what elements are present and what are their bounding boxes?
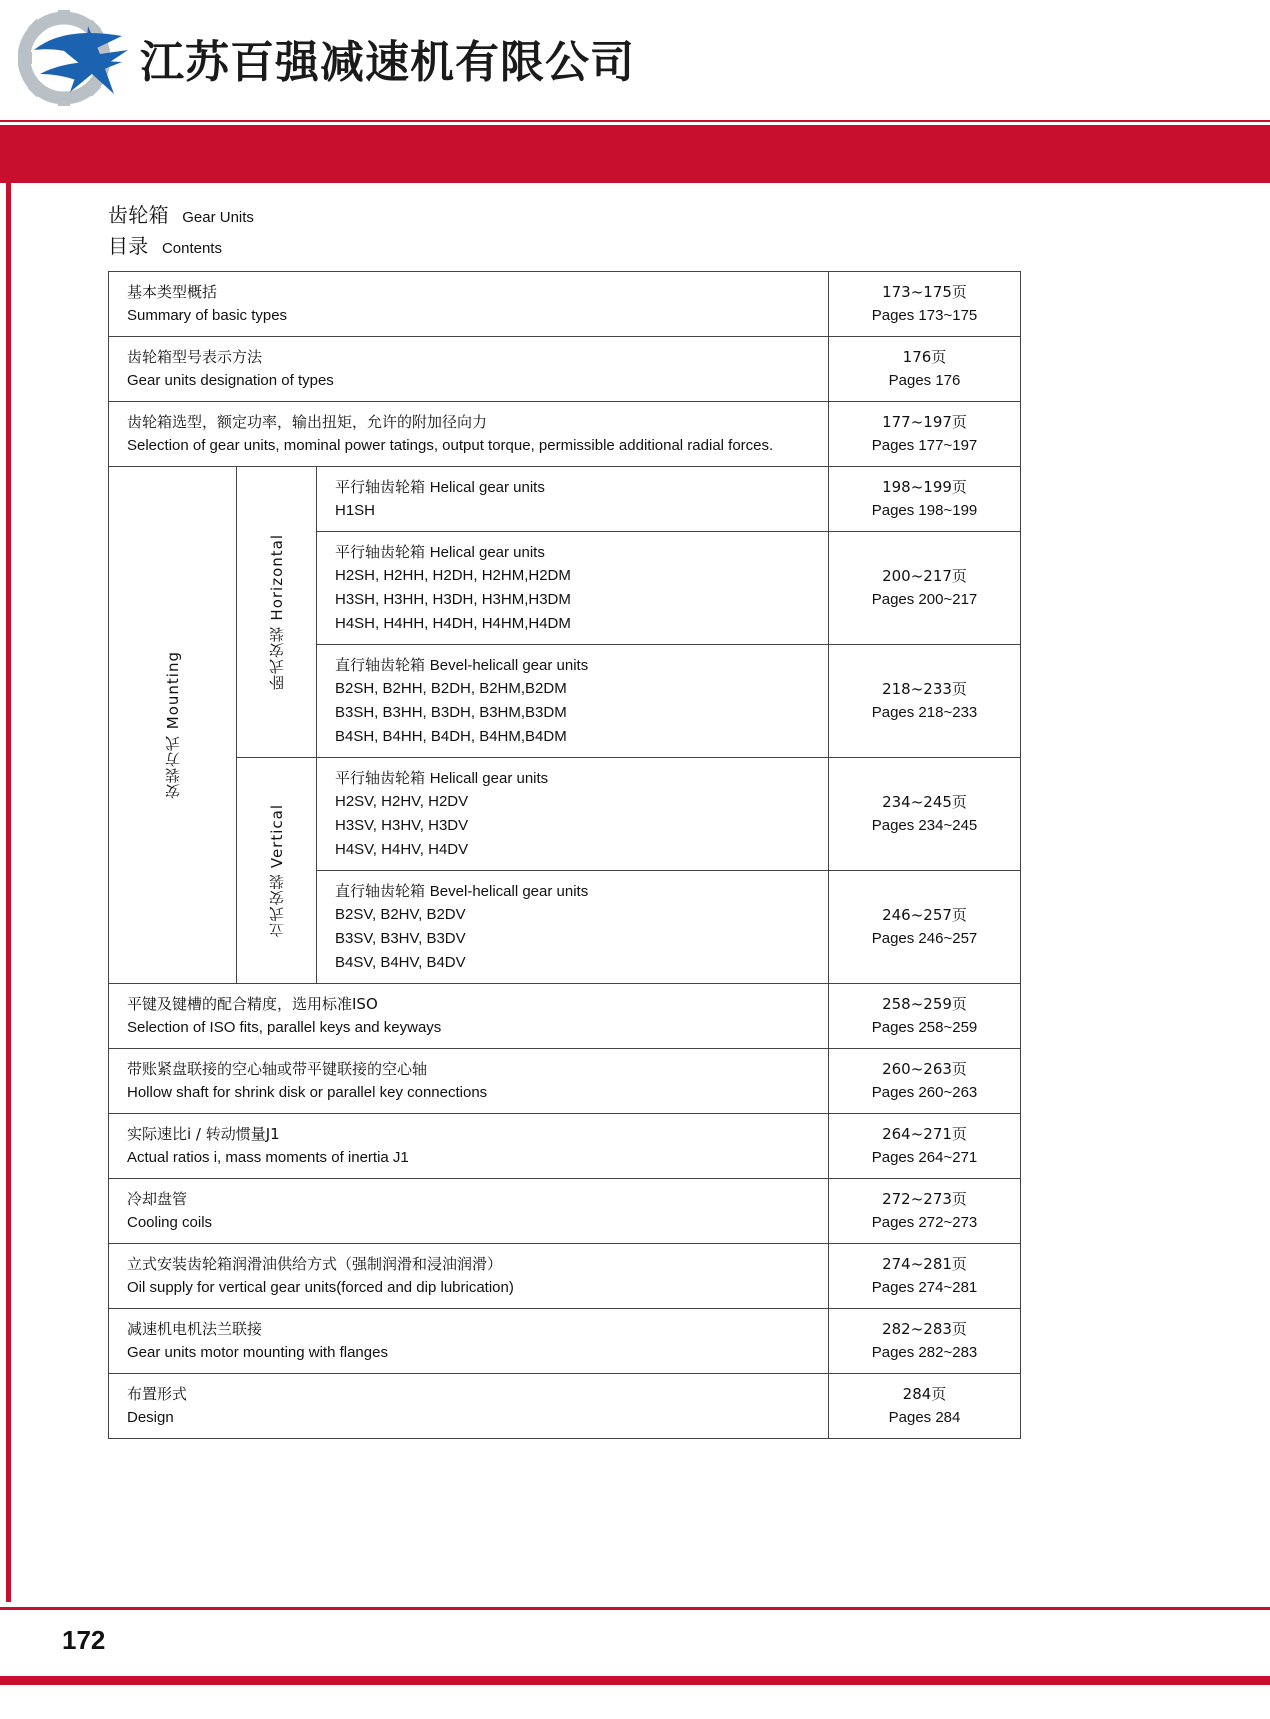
title-en-gear-units: Gear Units [182,209,254,226]
page-range [829,871,1021,984]
entry-line [335,879,828,903]
page-range [829,1309,1021,1374]
page-title-gear-units [108,200,1270,231]
page-range-en: Pages 264~271 [871,1149,978,1166]
entry-en: Helical gear units [429,479,545,496]
entry-en: Bevel-helicall gear units [429,657,589,674]
page-header [0,0,1270,115]
page-range-zh: 177~197页 [882,413,967,431]
table-row [109,272,1021,337]
page-range [829,1179,1021,1244]
page-range [829,1374,1021,1439]
contents-entry [109,337,829,402]
page-range-zh: 264~271页 [882,1125,967,1143]
page-title-contents [108,231,1270,262]
page-range [829,467,1021,532]
entry-line [335,475,828,499]
vertical-label: 立式安装 Vertical [268,803,286,938]
entry-line: H3SH, H3HH, H3DH, H3HM,H3DM [335,591,571,608]
entry-line: B2SH, B2HH, B2DH, B2HM,B2DM [335,680,567,697]
page-range [829,1114,1021,1179]
entry-line: B4SV, B4HV, B4DV [335,954,466,971]
mounting-label-cell [109,467,237,984]
entry-zh: 基本类型概括 [127,283,218,301]
table-row [109,337,1021,402]
table-row [109,1309,1021,1374]
page-range-zh: 282~283页 [882,1320,967,1338]
page-range [829,758,1021,871]
page-range [829,645,1021,758]
header-red-bar [0,125,1270,183]
page-range-en: Pages 272~273 [871,1214,978,1231]
page-range [829,532,1021,645]
page-range [829,272,1021,337]
table-row [109,1374,1021,1439]
page-range-en: Pages 260~263 [871,1084,978,1101]
entry-line [335,540,828,564]
entry-zh: 布置形式 [127,1385,188,1403]
entry-en: Bevel-helicall gear units [429,883,589,900]
footer-rule-top [0,1607,1270,1610]
entry-zh: 齿轮箱型号表示方法 [127,348,263,366]
table-row [109,1179,1021,1244]
table-row [109,758,1021,871]
entry-zh: 平行轴齿轮箱 [335,478,426,496]
title-zh-gear-units: 齿轮箱 [108,203,169,227]
title-en-contents: Contents [161,240,222,257]
page-range-zh: 246~257页 [882,906,967,924]
entry-en: Gear units designation of types [127,372,334,389]
page-range-zh: 173~175页 [882,283,967,301]
entry-zh: 实际速比i / 转动惯量J1 [127,1125,280,1143]
vertical-label-cell [237,758,317,984]
entry-en: Helical gear units [429,544,545,561]
page-range-zh: 272~273页 [882,1190,967,1208]
page-range-en: Pages 234~245 [871,817,978,834]
contents-entry [109,1179,829,1244]
contents-entry [109,402,829,467]
contents-entry [317,532,829,645]
page-range-en: Pages 176 [888,372,961,389]
footer-rule-bottom [0,1676,1270,1685]
entry-zh: 平行轴齿轮箱 [335,543,426,561]
contents-entry [109,1244,829,1309]
entry-en: Gear units motor mounting with flanges [127,1344,388,1361]
entry-en: Summary of basic types [127,307,288,324]
entry-line: B3SH, B3HH, B3DH, B3HM,B3DM [335,704,567,721]
page-range-zh: 198~199页 [882,478,967,496]
entry-zh: 平行轴齿轮箱 [335,769,426,787]
table-row [109,1244,1021,1309]
entry-en: Helicall gear units [429,770,549,787]
contents-entry [109,1114,829,1179]
entry-en: Actual ratios i, mass moments of inertia J1 [127,1149,409,1166]
mounting-label: 安装方式 Mounting [164,651,182,799]
page-range-en: Pages 282~283 [871,1344,978,1361]
entry-line: H2SV, H2HV, H2DV [335,793,469,810]
title-zh-contents: 目录 [108,234,149,258]
page-range-zh: 258~259页 [882,995,967,1013]
page-content [0,183,1270,1426]
contents-entry [317,467,829,532]
page-range-zh: 284页 [902,1385,947,1403]
entry-zh: 立式安装齿轮箱润滑油供给方式（强制润滑和浸油润滑） [127,1255,503,1273]
page-range [829,337,1021,402]
entry-zh: 齿轮箱选型，额定功率，输出扭矩，允许的附加径向力 [127,413,488,431]
page-number: 172 [62,1625,106,1655]
entry-line [335,766,828,790]
company-name: 江苏百强减速机有限公司 [140,36,635,88]
contents-entry [109,272,829,337]
entry-zh: 冷却盘管 [127,1190,188,1208]
page-range-en: Pages 218~233 [871,704,978,721]
left-red-stripe [6,183,11,1602]
page-range-en: Pages 284 [888,1409,961,1426]
entry-line: H3SV, H3HV, H3DV [335,817,469,834]
contents-entry [317,758,829,871]
entry-line: B4SH, B4HH, B4DH, B4HM,B4DM [335,728,567,745]
entry-zh: 直行轴齿轮箱 [335,882,426,900]
horizontal-label: 卧式安装 Horizontal [268,533,286,691]
contents-table [108,271,1021,1439]
page-range-en: Pages 173~175 [871,307,978,324]
entry-en: Design [127,1409,174,1426]
page-range-zh: 176页 [902,348,947,366]
table-row [109,1049,1021,1114]
table-row [109,402,1021,467]
contents-entry [317,645,829,758]
page-range [829,1049,1021,1114]
entry-en: Selection of gear units, mominal power tatings, output torque, permissible additional radial forces. [127,437,774,454]
contents-entry [109,984,829,1049]
page-range-en: Pages 177~197 [871,437,978,454]
table-row [109,1114,1021,1179]
entry-zh: 平键及键槽的配合精度，选用标准ISO [127,995,378,1013]
contents-entry [317,871,829,984]
entry-zh: 带账紧盘联接的空心轴或带平键联接的空心轴 [127,1060,428,1078]
contents-entry [109,1049,829,1114]
page-range-zh: 218~233页 [882,680,967,698]
entry-zh: 直行轴齿轮箱 [335,656,426,674]
entry-line [335,653,828,677]
page-range [829,984,1021,1049]
page-range-en: Pages 274~281 [871,1279,978,1296]
header-rule [0,120,1270,122]
page-range [829,402,1021,467]
entry-line: H4SV, H4HV, H4DV [335,841,469,858]
entry-line: H2SH, H2HH, H2DH, H2HM,H2DM [335,567,571,584]
entry-line: H1SH [335,502,376,519]
page-range-en: Pages 200~217 [871,591,978,608]
company-logo-icon [18,10,130,106]
entry-en: Oil supply for vertical gear units(forced and dip lubrication) [127,1279,514,1296]
entry-en: Selection of ISO fits, parallel keys and keyways [127,1019,442,1036]
entry-line: H4SH, H4HH, H4DH, H4HM,H4DM [335,615,571,632]
contents-entry [109,1309,829,1374]
page-range-en: Pages 258~259 [871,1019,978,1036]
entry-line: B2SV, B2HV, B2DV [335,906,466,923]
page-range [829,1244,1021,1309]
page-range-zh: 234~245页 [882,793,967,811]
contents-entry [109,1374,829,1439]
table-row [109,467,1021,532]
page-range-zh: 274~281页 [882,1255,967,1273]
page-range-en: Pages 198~199 [871,502,978,519]
page-range-zh: 200~217页 [882,567,967,585]
page-range-en: Pages 246~257 [871,930,978,947]
entry-en: Cooling coils [127,1214,213,1231]
table-row [109,984,1021,1049]
page-range-zh: 260~263页 [882,1060,967,1078]
entry-line: B3SV, B3HV, B3DV [335,930,466,947]
page-title-block [108,200,1270,262]
entry-en: Hollow shaft for shrink disk or parallel key connections [127,1084,488,1101]
entry-zh: 减速机电机法兰联接 [127,1320,263,1338]
horizontal-label-cell [237,467,317,758]
